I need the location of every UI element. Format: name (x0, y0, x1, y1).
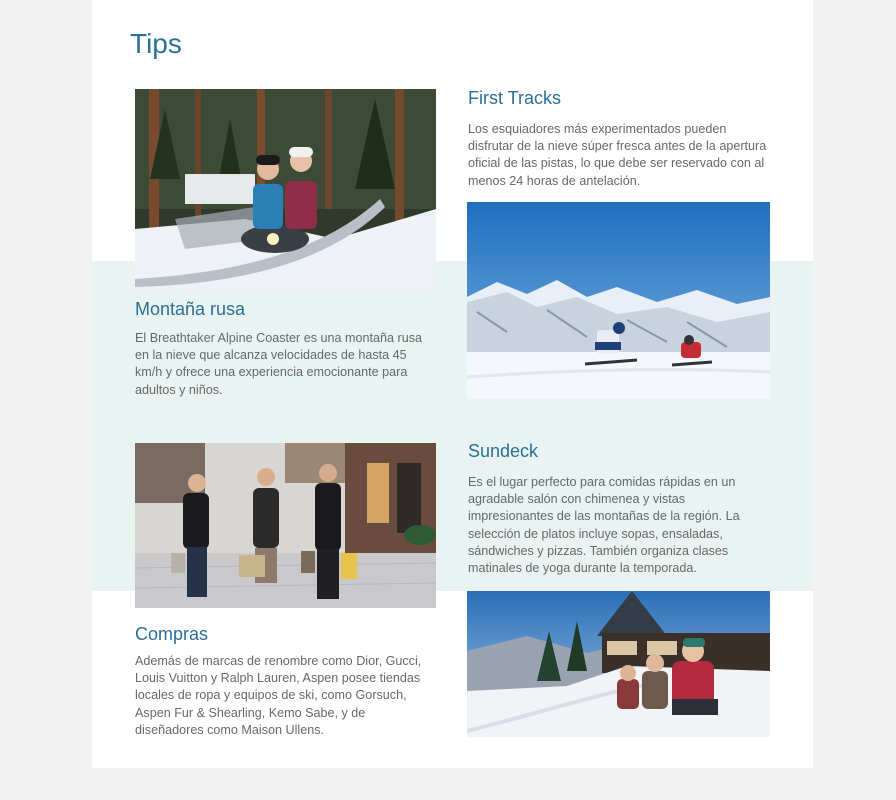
alpine-coaster-photo (135, 89, 436, 291)
compras-heading: Compras (135, 624, 209, 644)
sundeck-photo (467, 591, 770, 737)
montana-rusa-text: El Breathtaker Alpine Coaster es una montaña rusa en la nieve que alcanza velocidades de hasta 45 km/h y ofrece una experiencia emocionante para adultos y niños. (135, 331, 423, 397)
shopping-photo (135, 443, 436, 608)
skiers-photo (467, 202, 770, 399)
compras-text: Además de marcas de renombre como Dior, Gucci, Louis Vuitton y Ralph Lauren, Aspen posee tiendas locales de ropa y equipos de ski, como Gorsuch, Aspen Fur & Shearling, Kemo Sabe, y de diseñadores como Maison Ullens. (135, 654, 422, 737)
tips-card (92, 0, 813, 768)
sundeck-text: Es el lugar perfecto para comidas rápidas en un agradable salón con chimenea y vistas impresionantes de las montañas de la región. La selección de platos incluye sopas, ensaladas, sándwiches y pizzas. También organiza clases matinales de yoga durante la temporada. (468, 475, 740, 576)
page-title: Tips (130, 28, 182, 59)
sundeck-heading: Sundeck (468, 441, 539, 461)
first-tracks-heading: First Tracks (468, 88, 561, 108)
montana-rusa-heading: Montaña rusa (135, 299, 246, 319)
first-tracks-text: Los esquiadores más experimentados pueden disfrutar de la nieve súper fresca antes de la apertura oficial de las pistas, lo que debe ser reservado con al menos 24 horas de antelación. (468, 122, 767, 188)
